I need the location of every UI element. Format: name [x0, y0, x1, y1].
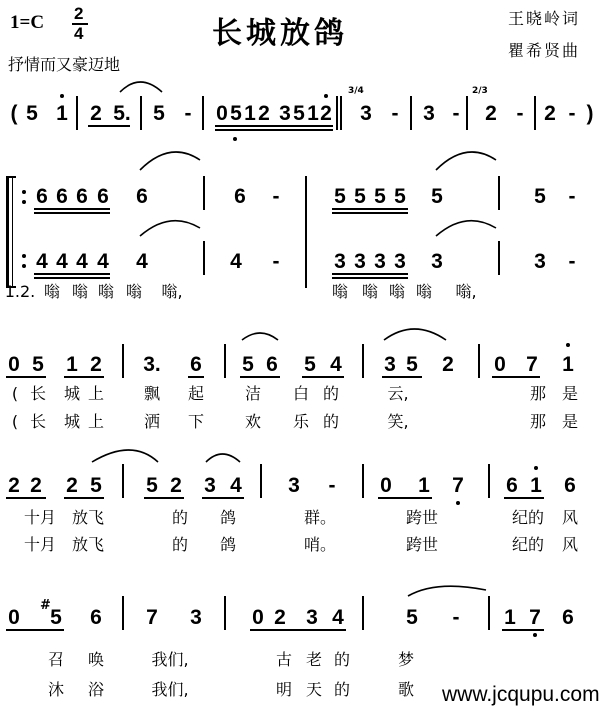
lyric-syllable: 鸽 — [219, 508, 237, 527]
note: 4 — [230, 250, 242, 273]
lyric-syllable: 歌 — [397, 680, 415, 699]
note: - — [328, 474, 336, 497]
lyric-syllable: 嗡 — [331, 282, 349, 301]
lyric-syllable: 1.2. — [4, 282, 36, 301]
lyric-syllable: 跨世 — [405, 508, 439, 527]
note: - — [452, 606, 460, 629]
note: 2 — [66, 474, 78, 497]
note: 2 — [320, 102, 332, 125]
lyric-syllable: 城 — [63, 412, 81, 431]
meter-change: 3/4 — [348, 86, 364, 96]
lyric-syllable: 嗡, — [161, 282, 183, 301]
note: 2 — [8, 474, 20, 497]
note: 3 — [394, 250, 406, 273]
note: 7 — [452, 474, 464, 497]
note: 4 — [36, 250, 48, 273]
lyric-syllable: 明 — [275, 680, 293, 699]
song-title: 长城放鸽 — [212, 16, 348, 51]
lyric-syllable: 老 — [305, 650, 323, 669]
lyric-syllable: 梦 — [397, 650, 415, 669]
lyric-syllable: ( — [11, 412, 19, 431]
lyric-syllable: 群。 — [303, 508, 337, 527]
slur — [120, 82, 162, 92]
lyric-syllable: 风 — [561, 508, 579, 527]
note: 0 — [216, 102, 228, 125]
lyric-syllable: 下 — [187, 412, 205, 431]
note: 5 — [26, 102, 38, 125]
note: 3 — [423, 102, 435, 125]
lyric-syllable: 飘 — [143, 384, 161, 403]
lyric-syllable: 放飞 — [71, 508, 105, 527]
note: 3 — [279, 102, 291, 125]
note: 6 — [190, 353, 202, 376]
octave-dot — [60, 94, 64, 98]
lyric-syllable: 长 — [29, 384, 47, 403]
sharp-sign: # — [40, 598, 51, 613]
lyric-syllable: 起 — [187, 384, 205, 403]
note: 5 — [32, 353, 44, 376]
octave-dot — [566, 343, 570, 347]
lyric-syllable: 洒 — [143, 412, 161, 431]
note: 0 — [8, 353, 20, 376]
lyric-syllable: 笑, — [387, 412, 409, 431]
lyric-syllable: 唤 — [87, 650, 105, 669]
lyric-syllable: 召 — [47, 650, 65, 669]
lyric-syllable: 白 — [292, 384, 310, 403]
slur — [384, 329, 446, 340]
lyric-syllable: 云, — [387, 384, 409, 403]
octave-dot — [533, 633, 537, 637]
lyric-syllable: ( — [11, 384, 19, 403]
note: 2 — [90, 353, 102, 376]
note: - — [452, 102, 460, 125]
note: 2 — [170, 474, 182, 497]
note: 5 — [406, 353, 418, 376]
lyric-syllable: 的 — [333, 650, 351, 669]
key-signature: 1=C — [10, 12, 45, 33]
lyric-syllable: 嗡, — [455, 282, 477, 301]
lyric-syllable: 的 — [171, 508, 189, 527]
lyric-syllable: 嗡 — [415, 282, 433, 301]
note: 5 — [394, 185, 406, 208]
note: 4 — [136, 250, 148, 273]
note: 2 — [30, 474, 42, 497]
note: 1 — [66, 353, 78, 376]
lyric-syllable: 欢 — [244, 412, 262, 431]
note: 5 — [50, 606, 62, 629]
note: 5 — [242, 353, 254, 376]
note: 0 — [494, 353, 506, 376]
note: - — [391, 102, 399, 125]
lyric-syllable: 鸽 — [219, 535, 237, 554]
note: 6 — [234, 185, 246, 208]
note: - — [568, 185, 576, 208]
lyric-syllable: 十月 — [23, 508, 57, 527]
lyric-syllable: 跨世 — [405, 535, 439, 554]
note: 2 — [90, 102, 102, 125]
note: 7 — [529, 606, 541, 629]
note: 1 — [307, 102, 319, 125]
note: 6 — [90, 606, 102, 629]
note: 6 — [56, 185, 68, 208]
lyric-syllable: 十月 — [23, 535, 57, 554]
note: 5 — [374, 185, 386, 208]
note: 1 — [530, 474, 542, 497]
note: 0 — [8, 606, 20, 629]
note: 3 — [306, 606, 318, 629]
lyric-syllable: 乐 — [292, 412, 310, 431]
lyric-syllable: 古 — [275, 650, 293, 669]
lyric-syllable: 的 — [171, 535, 189, 554]
lyric-syllable: 我们, — [151, 680, 189, 699]
note: 2 — [442, 353, 454, 376]
lyric-syllable: 嗡 — [97, 282, 115, 301]
note: 3. — [143, 353, 161, 376]
note: 5 — [354, 185, 366, 208]
lyric-syllable: 风 — [561, 535, 579, 554]
slur — [436, 152, 496, 170]
note: 0 — [252, 606, 264, 629]
note: 1 — [562, 353, 574, 376]
note: 5 — [304, 353, 316, 376]
octave-dot — [324, 94, 328, 98]
lyric-syllable: 的 — [322, 384, 340, 403]
lyric-syllable: 哨。 — [303, 535, 337, 554]
note: 5 — [146, 474, 158, 497]
slur — [92, 450, 158, 462]
lyric-syllable: 纪的 — [511, 535, 545, 554]
note: 1 — [504, 606, 516, 629]
note: 5 — [230, 102, 242, 125]
note: 4 — [97, 250, 109, 273]
note: 5. — [113, 102, 131, 125]
note: 2 — [258, 102, 270, 125]
note: 1 — [418, 474, 430, 497]
note: 6 — [562, 606, 574, 629]
lyric-syllable: 的 — [322, 412, 340, 431]
slur — [436, 221, 496, 236]
note: 4 — [332, 606, 344, 629]
note: 5 — [534, 185, 546, 208]
note: 4 — [330, 353, 342, 376]
lyric-syllable: 纪的 — [511, 508, 545, 527]
lyric-syllable: 放飞 — [71, 535, 105, 554]
lyric-syllable: 那 — [529, 384, 547, 403]
note: 5 — [153, 102, 165, 125]
lyric-syllable: 上 — [87, 412, 105, 431]
slur — [408, 586, 486, 596]
note: 3 — [288, 474, 300, 497]
note: 5 — [431, 185, 443, 208]
lyric-syllable: 天 — [305, 680, 323, 699]
note: 2 — [544, 102, 556, 125]
note: 5 — [334, 185, 346, 208]
note: - — [568, 250, 576, 273]
note: - — [516, 102, 524, 125]
note: ( — [10, 102, 18, 125]
lyric-syllable: 城 — [63, 384, 81, 403]
note: - — [184, 102, 192, 125]
lyric-syllable: 嗡 — [43, 282, 61, 301]
watermark: www.jcqupu.com — [442, 683, 600, 706]
lyric-syllable: 嗡 — [388, 282, 406, 301]
lyric-syllable: 那 — [529, 412, 547, 431]
lyric-syllable: 嗡 — [125, 282, 143, 301]
slur — [140, 221, 200, 236]
composer-credit: 瞿希贤曲 — [508, 41, 581, 60]
lyric-syllable: 是 — [561, 412, 579, 431]
note: - — [272, 185, 280, 208]
note: ) — [586, 102, 594, 125]
note: 3 — [374, 250, 386, 273]
note: 3 — [204, 474, 216, 497]
octave-dot — [233, 137, 237, 141]
note: 3 — [190, 606, 202, 629]
note: 6 — [564, 474, 576, 497]
note: 3 — [354, 250, 366, 273]
lyricist-credit: 王晓岭词 — [508, 9, 581, 28]
time-signature-bottom: 4 — [74, 24, 84, 43]
lyric-syllable: 浴 — [87, 680, 105, 699]
note: 3 — [534, 250, 546, 273]
note: 6 — [97, 185, 109, 208]
lyric-syllable: 长 — [29, 412, 47, 431]
note: 5 — [293, 102, 305, 125]
slur — [242, 333, 278, 340]
note: 3 — [431, 250, 443, 273]
lyric-syllable: 嗡 — [71, 282, 89, 301]
note: - — [272, 250, 280, 273]
note: 4 — [56, 250, 68, 273]
lyric-syllable: 洁 — [244, 384, 262, 403]
note: 1 — [244, 102, 256, 125]
lyric-syllable: 的 — [333, 680, 351, 699]
slur — [140, 152, 200, 170]
slur — [206, 454, 240, 462]
note: 4 — [76, 250, 88, 273]
tempo-marking: 抒情而又豪迈地 — [8, 55, 121, 74]
note: 6 — [76, 185, 88, 208]
note: 7 — [526, 353, 538, 376]
lyric-syllable: 是 — [561, 384, 579, 403]
note: 3 — [334, 250, 346, 273]
note: 5 — [90, 474, 102, 497]
note: 5 — [406, 606, 418, 629]
note: 6 — [36, 185, 48, 208]
note: 6 — [136, 185, 148, 208]
octave-dot — [456, 501, 460, 505]
note: 3 — [384, 353, 396, 376]
lyric-syllable: 上 — [87, 384, 105, 403]
note: 2 — [485, 102, 497, 125]
lyric-syllable: 嗡 — [361, 282, 379, 301]
octave-dot — [534, 466, 538, 470]
note: 2 — [274, 606, 286, 629]
lyric-syllable: 沐 — [47, 680, 65, 699]
note: - — [568, 102, 576, 125]
note: 7 — [146, 606, 158, 629]
note: 1 — [56, 102, 68, 125]
lyric-syllable: 我们, — [151, 650, 189, 669]
time-signature-top: 2 — [74, 4, 84, 23]
note: 6 — [266, 353, 278, 376]
note: 6 — [506, 474, 518, 497]
note: 3 — [360, 102, 372, 125]
meter-change: 2/3 — [472, 86, 488, 96]
note: 4 — [230, 474, 242, 497]
note: 0 — [380, 474, 392, 497]
